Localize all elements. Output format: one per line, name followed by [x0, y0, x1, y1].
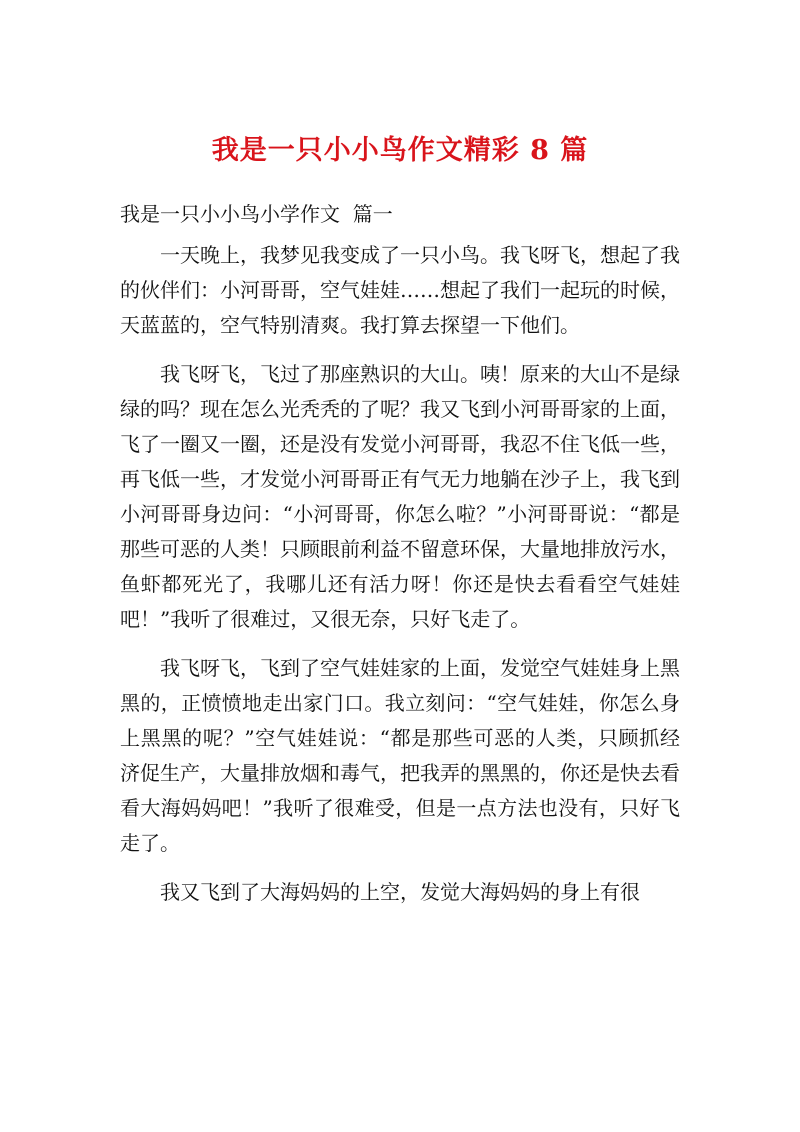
paragraph: 我飞呀飞，飞到了空气娃娃家的上面，发觉空气娃娃身上黑黑的，正愤愤地走出家门口。我立刻问：“空气娃娃，你怎么身上黑黑的呢？”空气娃娃说：“都是那些可恶的人类，只顾抓经济促生产，大量排放烟和毒气，把我弄的黑黑的，你还是快去看看大海妈妈吧！”我听了很难受，但是一点方法也没有，只好飞走了。 [120, 656, 680, 855]
document-title: 我是一只小小鸟作文精彩 8 篇 [211, 135, 589, 166]
paragraph: 我飞呀飞，飞过了那座熟识的大山。咦！原来的大山不是绿绿的吗？现在怎么光秃秃的了呢？我又飞到小河哥哥家的上面，飞了一圈又一圈，还是没有发觉小河哥哥，我忍不住飞低一些，再飞低一些，才发觉小河哥哥正有气无力地躺在沙子上，我飞到小河哥哥身边问：“小河哥哥，你怎么啦？”小河哥哥说：“都是那些可恶的人类！只顾眼前利益不留意环保，大量地排放污水，鱼虾都死光了，我哪儿还有活力呀！你还是快去看看空气娃娃吧！”我听了很难过，又很无奈，只好飞走了。 [120, 362, 680, 631]
essay-body [120, 238, 680, 924]
paragraph: 一天晚上，我梦见我变成了一只小鸟。我飞呀飞，想起了我的伙伴们：小河哥哥，空气娃娃……想起了我们一起玩的时候，天蓝蓝的，空气特别清爽。我打算去探望一下他们。 [120, 243, 680, 337]
paragraph: 我又飞到了大海妈妈的上空，发觉大海妈妈的身上有很 [160, 880, 640, 904]
section-heading: 我是一只小小鸟小学作文 篇一 [120, 202, 393, 226]
